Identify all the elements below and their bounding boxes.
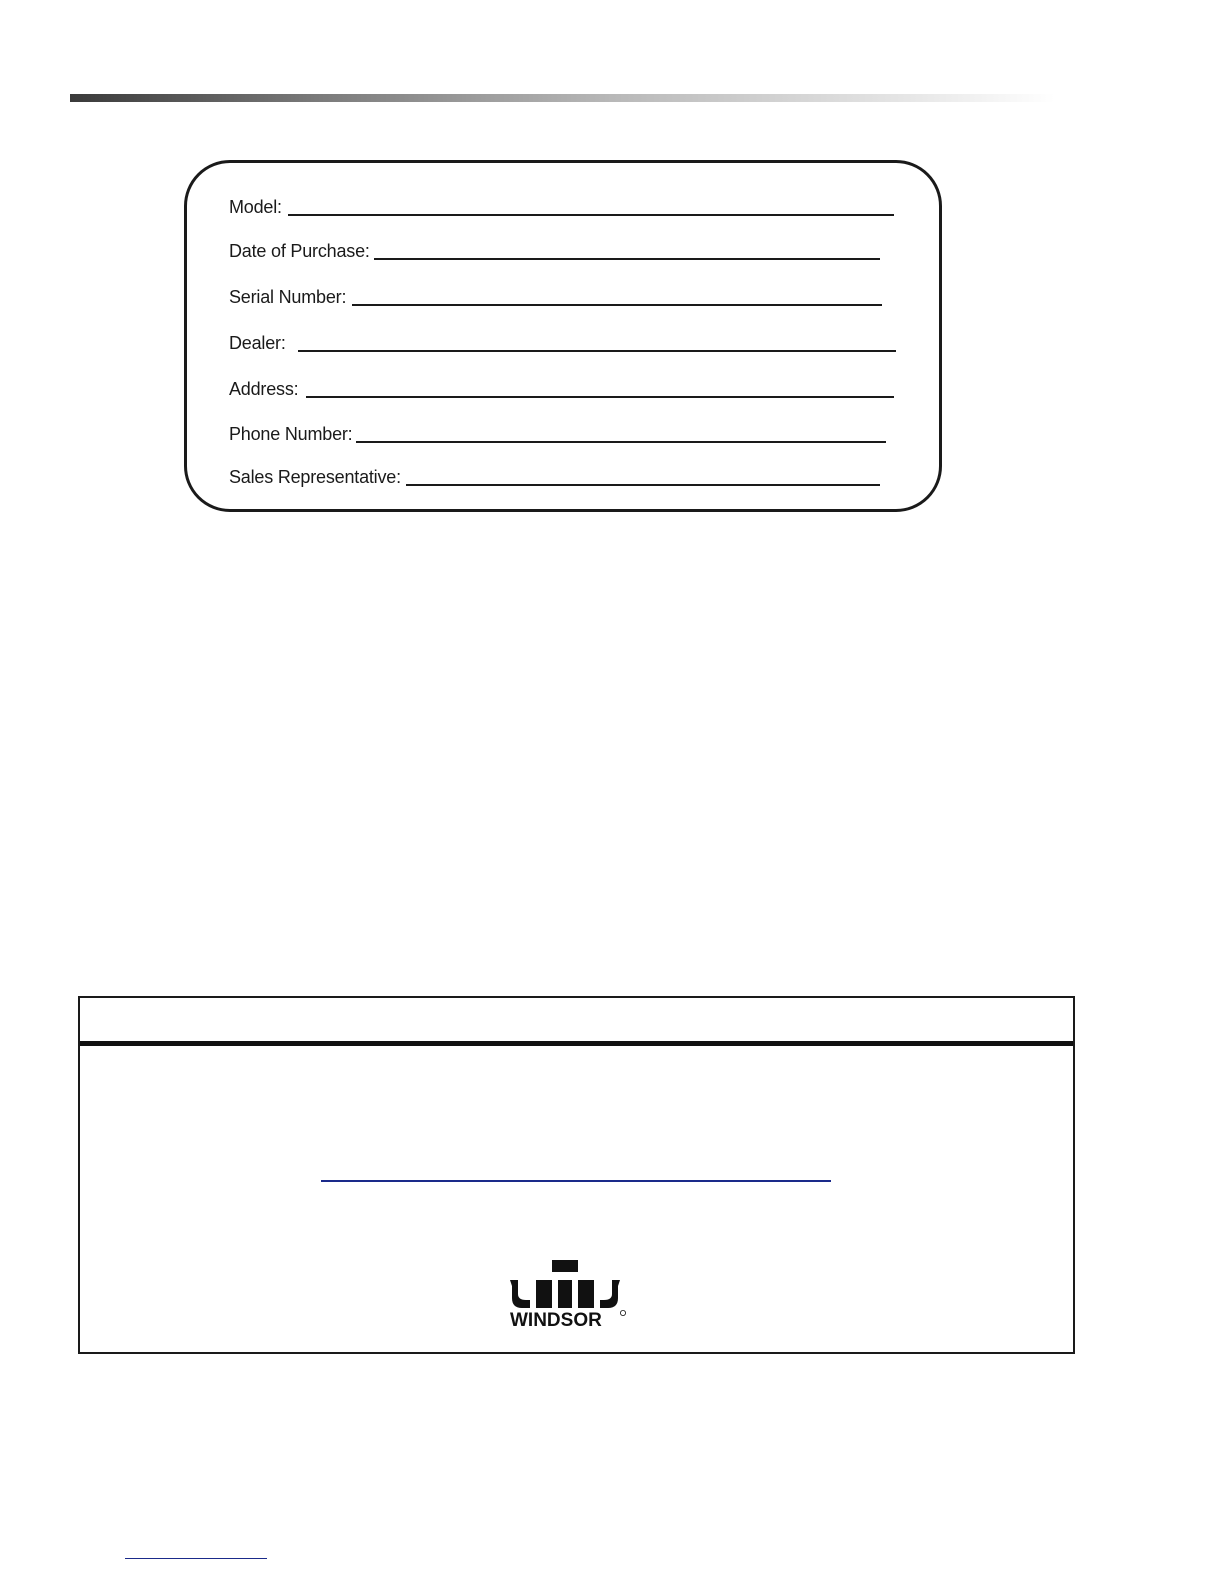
address-label: Address: <box>229 379 299 399</box>
info-box <box>78 996 1075 1354</box>
windsor-wordmark: WINDSOR <box>510 1310 602 1330</box>
footer-link-underline[interactable] <box>125 1558 267 1559</box>
dealer-field[interactable] <box>298 350 896 352</box>
record-row-phone-number <box>229 418 886 444</box>
record-row-sales-representative <box>229 461 880 487</box>
record-row-serial-number <box>229 281 882 307</box>
info-box-divider <box>80 1041 1073 1046</box>
record-row-date-of-purchase <box>229 235 880 261</box>
sales-representative-label: Sales Representative: <box>229 467 401 487</box>
record-row-dealer <box>229 327 896 353</box>
owner-record-card <box>184 160 942 512</box>
record-row-address <box>229 373 894 399</box>
date-of-purchase-field[interactable] <box>374 258 880 260</box>
registered-mark-icon <box>620 1310 625 1315</box>
model-field[interactable] <box>288 214 894 216</box>
record-row-model <box>229 191 894 217</box>
phone-number-label: Phone Number: <box>229 424 353 444</box>
sales-representative-field[interactable] <box>406 484 880 486</box>
model-label: Model: <box>229 197 282 217</box>
dealer-label: Dealer: <box>229 333 286 353</box>
windsor-logo <box>510 1260 626 1330</box>
serial-number-label: Serial Number: <box>229 287 347 307</box>
header-gradient-rule <box>70 94 1055 102</box>
date-of-purchase-label: Date of Purchase: <box>229 241 370 261</box>
address-field[interactable] <box>306 396 894 398</box>
info-link-underline[interactable] <box>321 1180 831 1182</box>
serial-number-field[interactable] <box>352 304 882 306</box>
phone-number-field[interactable] <box>356 441 886 443</box>
